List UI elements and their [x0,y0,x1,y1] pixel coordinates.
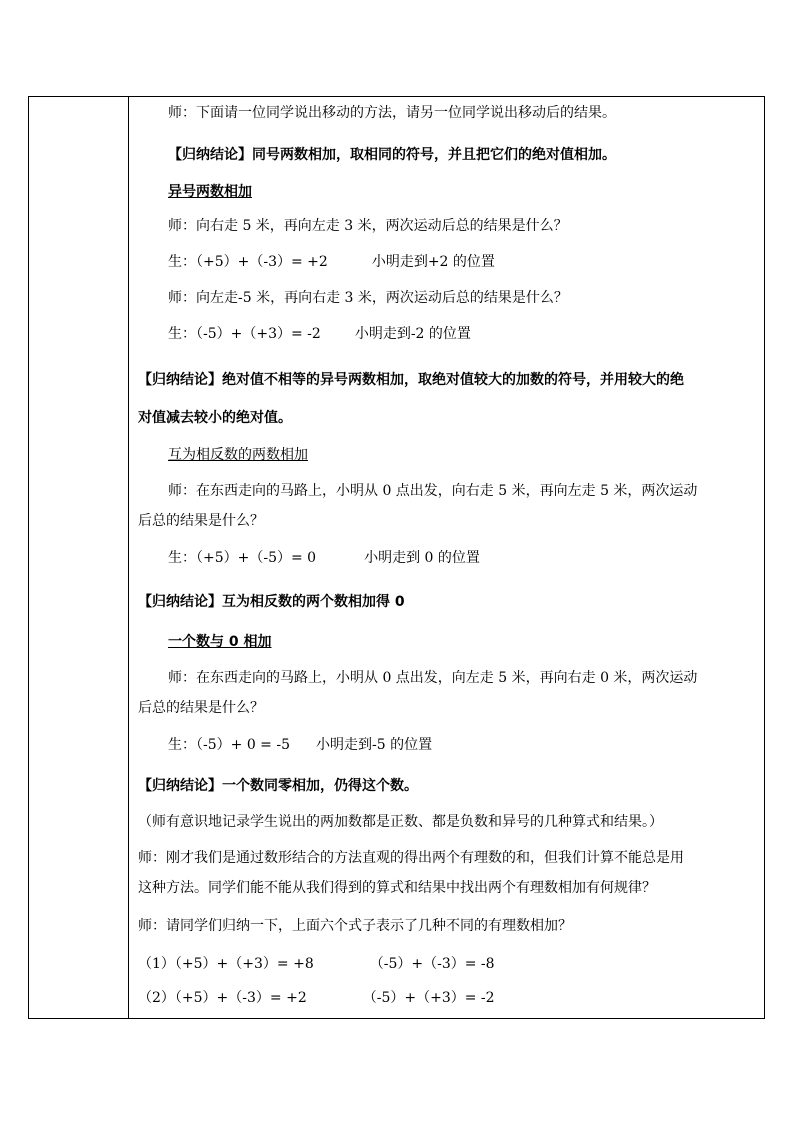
teacher-line-7: 师：请同学们归纳一下，上面六个式子表示了几种不同的有理数相加？ [138,918,572,934]
teacher-line-6: 师：刚才我们是通过数形结合的方法直观的得出两个有理数的和，但我们计算不能总是用 [138,850,684,866]
teacher-line-1: 师：下面请一位同学说出移动的方法，请另一位同学说出移动后的结果。 [168,105,616,121]
summary-row-1-left: （1）（+5）+（+3）= +8 [138,956,314,972]
conclusion-same-sign: 【归纳结论】同号两数相加，取相同的符号，并且把它们的绝对值相加。 [168,147,616,163]
teacher-line-6-cont: 这种方法。同学们能不能从我们得到的算式和结果中找出两个有理数相加有何规律？ [138,880,656,896]
conclusion-abs-unequal-1: 【归纳结论】绝对值不相等的异号两数相加，取绝对值较大的加数的符号，并用较大的绝 [138,372,684,388]
student-line-4 [168,736,432,754]
student-result-2: 小明走到-2 的位置 [354,326,471,342]
student-result-3: 小明走到 0 的位置 [364,550,480,566]
heading-opposite-numbers: 互为相反数的两数相加 [168,447,308,463]
conclusion-abs-unequal-2: 对值减去较小的绝对值。 [138,410,292,426]
summary-row-2-right: （-5）+（+3）= -2 [362,990,495,1006]
student-result-1: 小明走到+2 的位置 [371,254,495,270]
teacher-note: （师有意识地记录学生说出的两加数都是正数、都是负数和异号的几种算式和结果。） [138,814,663,830]
summary-row-2 [138,989,495,1007]
heading-opposite-sign: 异号两数相加 [168,184,252,200]
summary-row-1-right: （-5）+（-3）= -8 [369,956,495,972]
teacher-line-5: 师：在东西走向的马路上，小明从 0 点出发，向左走 5 米，再向右走 0 米，两次运动 [168,670,698,686]
conclusion-opposite-numbers: 【归纳结论】互为相反数的两个数相加得 0 [138,594,405,610]
student-line-1 [168,253,495,271]
teacher-line-4-cont: 后总的结果是什么？ [138,513,264,529]
teacher-line-5-cont: 后总的结果是什么？ [138,700,264,716]
summary-row-2-left: （2）（+5）+（-3）= +2 [138,990,307,1006]
student-result-4: 小明走到-5 的位置 [316,737,433,753]
student-equation-2: 生：（-5）+（+3）= -2 [168,326,321,342]
column-divider [128,96,129,1019]
student-equation-4: 生：（-5）+ 0 = -5 [168,737,290,753]
teacher-line-3: 师：向左走-5 米，再向右走 3 米，两次运动后总的结果是什么？ [168,290,568,306]
student-equation-3: 生：（+5）+（-5）= 0 [168,550,317,566]
summary-row-1 [138,955,495,973]
teacher-line-4: 师：在东西走向的马路上，小明从 0 点出发，向右走 5 米，再向左走 5 米，两次运动 [168,483,698,499]
heading-add-zero: 一个数与 0 相加 [168,634,272,650]
student-equation-1: 生：（+5）+（-3）= +2 [168,254,328,270]
teacher-line-2: 师：向右走 5 米，再向左走 3 米，两次运动后总的结果是什么？ [168,218,568,234]
student-line-2 [168,325,471,343]
student-line-3 [168,549,480,567]
conclusion-add-zero: 【归纳结论】一个数同零相加，仍得这个数。 [138,778,418,794]
